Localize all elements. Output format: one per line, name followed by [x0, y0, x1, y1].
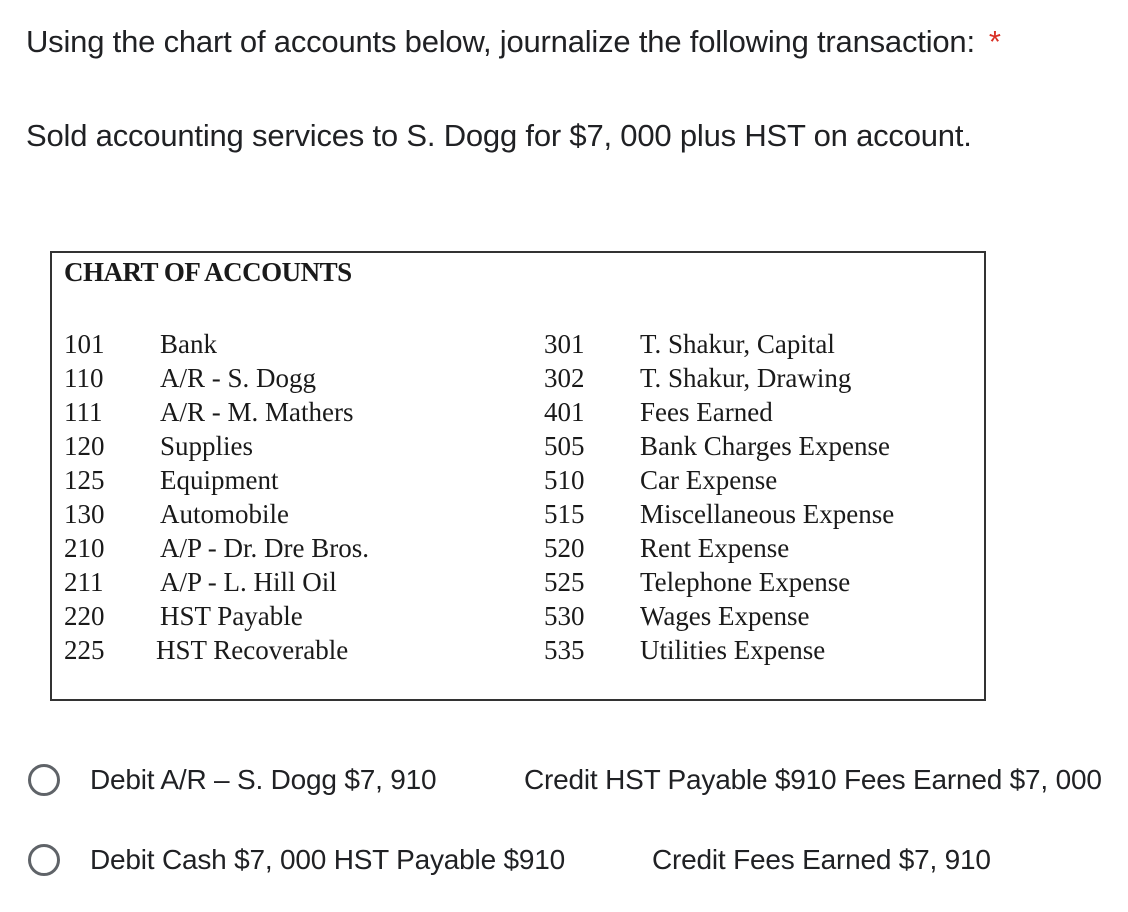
- account-number: 505: [544, 431, 585, 461]
- account-number: 111: [64, 397, 103, 427]
- account-row: [52, 395, 984, 429]
- account-name: Miscellaneous Expense: [640, 499, 895, 529]
- account-name: Fees Earned: [640, 397, 773, 427]
- account-name: Equipment: [160, 465, 279, 495]
- account-number: 530: [544, 601, 585, 631]
- account-number: 515: [544, 499, 585, 529]
- account-number: 220: [64, 601, 105, 631]
- question-title: [26, 22, 1001, 62]
- account-name: Rent Expense: [640, 533, 790, 563]
- account-number: 302: [544, 363, 585, 393]
- account-number: 120: [64, 431, 105, 461]
- account-name: Automobile: [160, 499, 289, 529]
- account-name: Bank Charges Expense: [640, 431, 890, 461]
- account-number: 211: [64, 567, 104, 597]
- account-name: Supplies: [160, 431, 254, 461]
- account-name: Bank: [160, 329, 217, 359]
- account-number: 520: [544, 533, 585, 563]
- option-debit-text[interactable]: Debit A/R – S. Dogg $7, 910: [90, 764, 437, 795]
- option-credit-text[interactable]: Credit Fees Earned $7, 910: [652, 844, 991, 875]
- account-number: 301: [544, 329, 585, 359]
- account-row: [52, 429, 984, 463]
- answer-option-2[interactable]: [24, 840, 1124, 884]
- account-row: [52, 463, 984, 497]
- account-row: [52, 531, 984, 565]
- account-name: Car Expense: [640, 465, 778, 495]
- transaction-text: Sold accounting services to S. Dogg for $7, 000 plus HST on account.: [26, 118, 972, 153]
- account-name: Telephone Expense: [640, 567, 851, 597]
- account-name: HST Recoverable: [156, 635, 349, 665]
- account-name: T. Shakur, Drawing: [640, 363, 852, 393]
- account-name: A/P - L. Hill Oil: [160, 567, 337, 597]
- account-name: A/P - Dr. Dre Bros.: [160, 533, 369, 563]
- chart-of-accounts-title: CHART OF ACCOUNTS: [64, 257, 352, 287]
- account-row: [52, 361, 984, 395]
- account-name: HST Payable: [160, 601, 303, 631]
- account-name: Wages Expense: [640, 601, 810, 631]
- account-number: 225: [64, 635, 105, 665]
- account-number: 401: [544, 397, 585, 427]
- account-number: 535: [544, 635, 585, 665]
- account-name: A/R - S. Dogg: [160, 363, 317, 393]
- option-debit-text[interactable]: Debit Cash $7, 000 HST Payable $910: [90, 844, 566, 875]
- account-number: 110: [64, 363, 104, 393]
- account-row: [52, 497, 984, 531]
- radio-button[interactable]: [28, 844, 60, 876]
- account-number: 125: [64, 465, 105, 495]
- answer-option-1[interactable]: [24, 760, 1124, 804]
- radio-button[interactable]: [28, 764, 60, 796]
- account-name: Utilities Expense: [640, 635, 826, 665]
- account-row: [52, 633, 984, 667]
- account-row: [52, 327, 984, 361]
- account-name: T. Shakur, Capital: [640, 329, 835, 359]
- chart-of-accounts-table: [50, 251, 986, 701]
- required-asterisk: *: [988, 24, 1001, 59]
- account-number: 130: [64, 499, 105, 529]
- account-number: 101: [64, 329, 105, 359]
- account-number: 525: [544, 567, 585, 597]
- question-title-text: Using the chart of accounts below, journalize the following transaction:: [26, 24, 975, 59]
- option-credit-text[interactable]: Credit HST Payable $910 Fees Earned $7, 000: [524, 764, 1102, 795]
- account-row: [52, 565, 984, 599]
- account-number: 210: [64, 533, 105, 563]
- account-name: A/R - M. Mathers: [160, 397, 354, 427]
- account-row: [52, 599, 984, 633]
- account-number: 510: [544, 465, 585, 495]
